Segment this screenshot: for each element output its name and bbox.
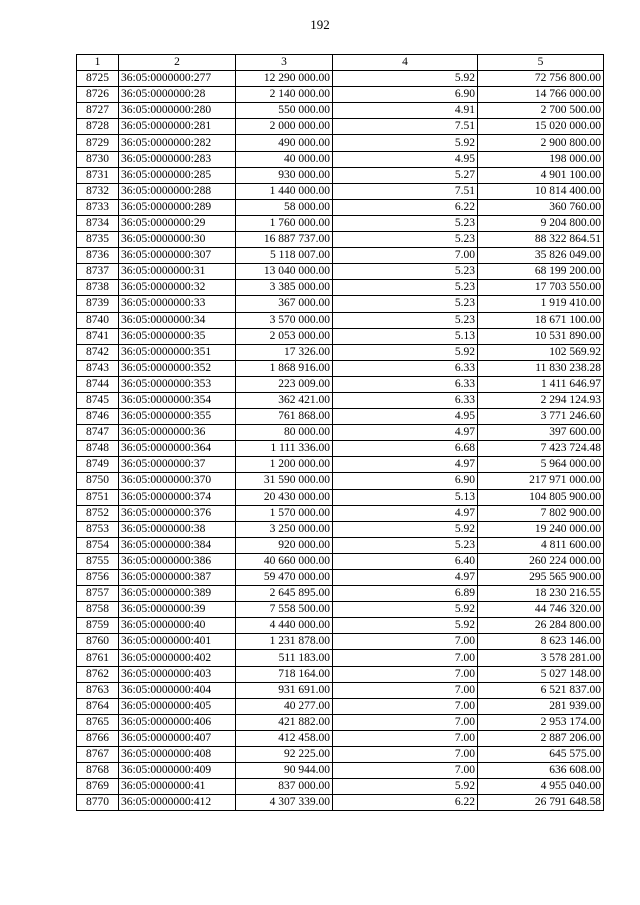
area-cell: 930 000.00 bbox=[236, 167, 333, 183]
table-row bbox=[77, 183, 604, 199]
area-cell: 1 760 000.00 bbox=[236, 215, 333, 231]
value-cell: 3 578 281.00 bbox=[478, 650, 604, 666]
cadastral-number-cell: 36:05:0000000:404 bbox=[119, 682, 236, 698]
cadastral-number-cell: 36:05:0000000:41 bbox=[119, 779, 236, 795]
area-cell: 920 000.00 bbox=[236, 537, 333, 553]
table-row bbox=[77, 505, 604, 521]
rate-cell: 4.97 bbox=[333, 425, 478, 441]
area-cell: 40 277.00 bbox=[236, 698, 333, 714]
area-cell: 12 290 000.00 bbox=[236, 71, 333, 87]
value-cell: 10 814 400.00 bbox=[478, 183, 604, 199]
row-number-cell: 8745 bbox=[77, 392, 119, 408]
value-cell: 68 199 200.00 bbox=[478, 264, 604, 280]
cadastral-number-cell: 36:05:0000000:285 bbox=[119, 167, 236, 183]
cadastral-number-cell: 36:05:0000000:30 bbox=[119, 232, 236, 248]
rate-cell: 5.23 bbox=[333, 280, 478, 296]
table-row bbox=[77, 457, 604, 473]
cadastral-number-cell: 36:05:0000000:282 bbox=[119, 135, 236, 151]
area-cell: 550 000.00 bbox=[236, 103, 333, 119]
table-row bbox=[77, 537, 604, 553]
value-cell: 4 811 600.00 bbox=[478, 537, 604, 553]
table-body bbox=[77, 71, 604, 811]
rate-cell: 5.92 bbox=[333, 344, 478, 360]
area-cell: 1 868 916.00 bbox=[236, 360, 333, 376]
cadastral-number-cell: 36:05:0000000:289 bbox=[119, 199, 236, 215]
cadastral-number-cell: 36:05:0000000:33 bbox=[119, 296, 236, 312]
area-cell: 2 000 000.00 bbox=[236, 119, 333, 135]
cadastral-number-cell: 36:05:0000000:352 bbox=[119, 360, 236, 376]
rate-cell: 7.00 bbox=[333, 747, 478, 763]
value-cell: 7 802 900.00 bbox=[478, 505, 604, 521]
area-cell: 13 040 000.00 bbox=[236, 264, 333, 280]
value-cell: 26 791 648.58 bbox=[478, 795, 604, 811]
area-cell: 7 558 500.00 bbox=[236, 602, 333, 618]
value-cell: 35 826 049.00 bbox=[478, 248, 604, 264]
cadastral-number-cell: 36:05:0000000:370 bbox=[119, 473, 236, 489]
area-cell: 3 385 000.00 bbox=[236, 280, 333, 296]
value-cell: 2 953 174.00 bbox=[478, 714, 604, 730]
rate-cell: 6.89 bbox=[333, 586, 478, 602]
row-number-cell: 8732 bbox=[77, 183, 119, 199]
cadastral-number-cell: 36:05:0000000:403 bbox=[119, 666, 236, 682]
cadastral-number-cell: 36:05:0000000:38 bbox=[119, 521, 236, 537]
rate-cell: 5.23 bbox=[333, 215, 478, 231]
row-number-cell: 8725 bbox=[77, 71, 119, 87]
table-row bbox=[77, 779, 604, 795]
cadastral-number-cell: 36:05:0000000:401 bbox=[119, 634, 236, 650]
area-cell: 2 645 895.00 bbox=[236, 586, 333, 602]
rate-cell: 7.00 bbox=[333, 730, 478, 746]
area-cell: 58 000.00 bbox=[236, 199, 333, 215]
value-cell: 645 575.00 bbox=[478, 747, 604, 763]
value-cell: 2 887 206.00 bbox=[478, 730, 604, 746]
rate-cell: 7.00 bbox=[333, 666, 478, 682]
table-row bbox=[77, 71, 604, 87]
area-cell: 90 944.00 bbox=[236, 763, 333, 779]
area-cell: 4 307 339.00 bbox=[236, 795, 333, 811]
table-row bbox=[77, 376, 604, 392]
table-row bbox=[77, 682, 604, 698]
rate-cell: 5.23 bbox=[333, 537, 478, 553]
value-cell: 217 971 000.00 bbox=[478, 473, 604, 489]
rate-cell: 6.33 bbox=[333, 376, 478, 392]
area-cell: 20 430 000.00 bbox=[236, 489, 333, 505]
cadastral-number-cell: 36:05:0000000:386 bbox=[119, 553, 236, 569]
table-row bbox=[77, 425, 604, 441]
cadastral-number-cell: 36:05:0000000:353 bbox=[119, 376, 236, 392]
row-number-cell: 8742 bbox=[77, 344, 119, 360]
value-cell: 397 600.00 bbox=[478, 425, 604, 441]
row-number-cell: 8767 bbox=[77, 747, 119, 763]
value-cell: 15 020 000.00 bbox=[478, 119, 604, 135]
area-cell: 761 868.00 bbox=[236, 409, 333, 425]
cadastral-number-cell: 36:05:0000000:412 bbox=[119, 795, 236, 811]
cadastral-number-cell: 36:05:0000000:29 bbox=[119, 215, 236, 231]
table-row bbox=[77, 650, 604, 666]
page-number: 192 bbox=[310, 17, 330, 32]
rate-cell: 5.92 bbox=[333, 779, 478, 795]
table-row bbox=[77, 103, 604, 119]
table-row bbox=[77, 215, 604, 231]
value-cell: 636 608.00 bbox=[478, 763, 604, 779]
table-row bbox=[77, 296, 604, 312]
rate-cell: 7.00 bbox=[333, 714, 478, 730]
row-number-cell: 8756 bbox=[77, 570, 119, 586]
value-cell: 44 746 320.00 bbox=[478, 602, 604, 618]
rate-cell: 5.23 bbox=[333, 312, 478, 328]
row-number-cell: 8736 bbox=[77, 248, 119, 264]
rate-cell: 5.23 bbox=[333, 232, 478, 248]
cadastral-number-cell: 36:05:0000000:288 bbox=[119, 183, 236, 199]
cadastral-number-cell: 36:05:0000000:406 bbox=[119, 714, 236, 730]
area-cell: 837 000.00 bbox=[236, 779, 333, 795]
row-number-cell: 8759 bbox=[77, 618, 119, 634]
row-number-cell: 8733 bbox=[77, 199, 119, 215]
row-number-cell: 8750 bbox=[77, 473, 119, 489]
cadastral-number-cell: 36:05:0000000:407 bbox=[119, 730, 236, 746]
value-cell: 104 805 900.00 bbox=[478, 489, 604, 505]
column-header-5: 5 bbox=[478, 55, 604, 71]
rate-cell: 6.22 bbox=[333, 795, 478, 811]
value-cell: 102 569.92 bbox=[478, 344, 604, 360]
value-cell: 3 771 246.60 bbox=[478, 409, 604, 425]
rate-cell: 7.51 bbox=[333, 183, 478, 199]
rate-cell: 7.00 bbox=[333, 248, 478, 264]
area-cell: 1 231 878.00 bbox=[236, 634, 333, 650]
value-cell: 9 204 800.00 bbox=[478, 215, 604, 231]
table-row bbox=[77, 666, 604, 682]
table-row bbox=[77, 119, 604, 135]
table-row bbox=[77, 521, 604, 537]
area-cell: 4 440 000.00 bbox=[236, 618, 333, 634]
row-number-cell: 8765 bbox=[77, 714, 119, 730]
row-number-cell: 8754 bbox=[77, 537, 119, 553]
table-row bbox=[77, 392, 604, 408]
value-cell: 18 671 100.00 bbox=[478, 312, 604, 328]
value-cell: 1 411 646.97 bbox=[478, 376, 604, 392]
table-row bbox=[77, 87, 604, 103]
row-number-cell: 8761 bbox=[77, 650, 119, 666]
value-cell: 2 700 500.00 bbox=[478, 103, 604, 119]
table-row bbox=[77, 328, 604, 344]
row-number-cell: 8770 bbox=[77, 795, 119, 811]
area-cell: 2 053 000.00 bbox=[236, 328, 333, 344]
rate-cell: 5.92 bbox=[333, 135, 478, 151]
rate-cell: 6.33 bbox=[333, 360, 478, 376]
row-number-cell: 8740 bbox=[77, 312, 119, 328]
row-number-cell: 8762 bbox=[77, 666, 119, 682]
rate-cell: 5.92 bbox=[333, 71, 478, 87]
table-row bbox=[77, 248, 604, 264]
rate-cell: 4.97 bbox=[333, 570, 478, 586]
area-cell: 16 887 737.00 bbox=[236, 232, 333, 248]
area-cell: 92 225.00 bbox=[236, 747, 333, 763]
area-cell: 40 000.00 bbox=[236, 151, 333, 167]
cadastral-number-cell: 36:05:0000000:374 bbox=[119, 489, 236, 505]
cadastral-number-cell: 36:05:0000000:384 bbox=[119, 537, 236, 553]
cadastral-table bbox=[76, 54, 604, 811]
area-cell: 718 164.00 bbox=[236, 666, 333, 682]
rate-cell: 6.33 bbox=[333, 392, 478, 408]
row-number-cell: 8758 bbox=[77, 602, 119, 618]
table-row bbox=[77, 135, 604, 151]
area-cell: 3 250 000.00 bbox=[236, 521, 333, 537]
value-cell: 72 756 800.00 bbox=[478, 71, 604, 87]
table-row bbox=[77, 409, 604, 425]
value-cell: 260 224 000.00 bbox=[478, 553, 604, 569]
table-row bbox=[77, 264, 604, 280]
value-cell: 281 939.00 bbox=[478, 698, 604, 714]
table-row bbox=[77, 280, 604, 296]
table-row bbox=[77, 441, 604, 457]
row-number-cell: 8735 bbox=[77, 232, 119, 248]
cadastral-number-cell: 36:05:0000000:28 bbox=[119, 87, 236, 103]
row-number-cell: 8755 bbox=[77, 553, 119, 569]
rate-cell: 6.22 bbox=[333, 199, 478, 215]
table-row bbox=[77, 473, 604, 489]
table-row bbox=[77, 602, 604, 618]
row-number-cell: 8751 bbox=[77, 489, 119, 505]
row-number-cell: 8734 bbox=[77, 215, 119, 231]
value-cell: 26 284 800.00 bbox=[478, 618, 604, 634]
row-number-cell: 8752 bbox=[77, 505, 119, 521]
value-cell: 18 230 216.55 bbox=[478, 586, 604, 602]
area-cell: 931 691.00 bbox=[236, 682, 333, 698]
value-cell: 14 766 000.00 bbox=[478, 87, 604, 103]
rate-cell: 5.13 bbox=[333, 328, 478, 344]
rate-cell: 6.40 bbox=[333, 553, 478, 569]
value-cell: 7 423 724.48 bbox=[478, 441, 604, 457]
area-cell: 367 000.00 bbox=[236, 296, 333, 312]
value-cell: 17 703 550.00 bbox=[478, 280, 604, 296]
cadastral-number-cell: 36:05:0000000:32 bbox=[119, 280, 236, 296]
cadastral-number-cell: 36:05:0000000:351 bbox=[119, 344, 236, 360]
cadastral-number-cell: 36:05:0000000:280 bbox=[119, 103, 236, 119]
cadastral-number-cell: 36:05:0000000:408 bbox=[119, 747, 236, 763]
table-row bbox=[77, 167, 604, 183]
value-cell: 2 294 124.93 bbox=[478, 392, 604, 408]
row-number-cell: 8728 bbox=[77, 119, 119, 135]
value-cell: 11 830 238.28 bbox=[478, 360, 604, 376]
cadastral-number-cell: 36:05:0000000:40 bbox=[119, 618, 236, 634]
row-number-cell: 8729 bbox=[77, 135, 119, 151]
table-row bbox=[77, 698, 604, 714]
cadastral-number-cell: 36:05:0000000:387 bbox=[119, 570, 236, 586]
column-header-1: 1 bbox=[77, 55, 119, 71]
rate-cell: 5.92 bbox=[333, 521, 478, 537]
rate-cell: 7.00 bbox=[333, 682, 478, 698]
area-cell: 1 570 000.00 bbox=[236, 505, 333, 521]
table-row bbox=[77, 795, 604, 811]
table-row bbox=[77, 586, 604, 602]
table-row bbox=[77, 489, 604, 505]
rate-cell: 4.97 bbox=[333, 505, 478, 521]
area-cell: 3 570 000.00 bbox=[236, 312, 333, 328]
area-cell: 223 009.00 bbox=[236, 376, 333, 392]
row-number-cell: 8757 bbox=[77, 586, 119, 602]
row-number-cell: 8738 bbox=[77, 280, 119, 296]
row-number-cell: 8768 bbox=[77, 763, 119, 779]
value-cell: 8 623 146.00 bbox=[478, 634, 604, 650]
value-cell: 4 901 100.00 bbox=[478, 167, 604, 183]
rate-cell: 5.13 bbox=[333, 489, 478, 505]
row-number-cell: 8748 bbox=[77, 441, 119, 457]
area-cell: 80 000.00 bbox=[236, 425, 333, 441]
area-cell: 412 458.00 bbox=[236, 730, 333, 746]
cadastral-number-cell: 36:05:0000000:35 bbox=[119, 328, 236, 344]
value-cell: 4 955 040.00 bbox=[478, 779, 604, 795]
rate-cell: 7.00 bbox=[333, 698, 478, 714]
table-row bbox=[77, 714, 604, 730]
row-number-cell: 8747 bbox=[77, 425, 119, 441]
value-cell: 1 919 410.00 bbox=[478, 296, 604, 312]
cadastral-number-cell: 36:05:0000000:34 bbox=[119, 312, 236, 328]
row-number-cell: 8760 bbox=[77, 634, 119, 650]
rate-cell: 6.90 bbox=[333, 87, 478, 103]
column-header-4: 4 bbox=[333, 55, 478, 71]
row-number-cell: 8746 bbox=[77, 409, 119, 425]
rate-cell: 5.23 bbox=[333, 296, 478, 312]
rate-cell: 7.51 bbox=[333, 119, 478, 135]
area-cell: 1 200 000.00 bbox=[236, 457, 333, 473]
value-cell: 198 000.00 bbox=[478, 151, 604, 167]
rate-cell: 6.68 bbox=[333, 441, 478, 457]
cadastral-number-cell: 36:05:0000000:277 bbox=[119, 71, 236, 87]
value-cell: 360 760.00 bbox=[478, 199, 604, 215]
cadastral-number-cell: 36:05:0000000:36 bbox=[119, 425, 236, 441]
rate-cell: 6.90 bbox=[333, 473, 478, 489]
rate-cell: 4.95 bbox=[333, 151, 478, 167]
rate-cell: 5.27 bbox=[333, 167, 478, 183]
cadastral-number-cell: 36:05:0000000:402 bbox=[119, 650, 236, 666]
rate-cell: 7.00 bbox=[333, 650, 478, 666]
row-number-cell: 8744 bbox=[77, 376, 119, 392]
table-row bbox=[77, 763, 604, 779]
rate-cell: 7.00 bbox=[333, 634, 478, 650]
value-cell: 295 565 900.00 bbox=[478, 570, 604, 586]
cadastral-number-cell: 36:05:0000000:283 bbox=[119, 151, 236, 167]
value-cell: 5 027 148.00 bbox=[478, 666, 604, 682]
area-cell: 31 590 000.00 bbox=[236, 473, 333, 489]
table-row bbox=[77, 730, 604, 746]
rate-cell: 5.23 bbox=[333, 264, 478, 280]
cadastral-number-cell: 36:05:0000000:37 bbox=[119, 457, 236, 473]
rate-cell: 4.97 bbox=[333, 457, 478, 473]
value-cell: 5 964 000.00 bbox=[478, 457, 604, 473]
cadastral-number-cell: 36:05:0000000:354 bbox=[119, 392, 236, 408]
area-cell: 511 183.00 bbox=[236, 650, 333, 666]
rate-cell: 7.00 bbox=[333, 763, 478, 779]
cadastral-number-cell: 36:05:0000000:409 bbox=[119, 763, 236, 779]
row-number-cell: 8764 bbox=[77, 698, 119, 714]
table-row bbox=[77, 360, 604, 376]
area-cell: 490 000.00 bbox=[236, 135, 333, 151]
table-row bbox=[77, 199, 604, 215]
value-cell: 6 521 837.00 bbox=[478, 682, 604, 698]
value-cell: 19 240 000.00 bbox=[478, 521, 604, 537]
row-number-cell: 8743 bbox=[77, 360, 119, 376]
rate-cell: 4.95 bbox=[333, 409, 478, 425]
table-row bbox=[77, 618, 604, 634]
row-number-cell: 8753 bbox=[77, 521, 119, 537]
area-cell: 362 421.00 bbox=[236, 392, 333, 408]
area-cell: 1 440 000.00 bbox=[236, 183, 333, 199]
area-cell: 59 470 000.00 bbox=[236, 570, 333, 586]
area-cell: 5 118 007.00 bbox=[236, 248, 333, 264]
row-number-cell: 8749 bbox=[77, 457, 119, 473]
value-cell: 88 322 864.51 bbox=[478, 232, 604, 248]
area-cell: 2 140 000.00 bbox=[236, 87, 333, 103]
row-number-cell: 8766 bbox=[77, 730, 119, 746]
cadastral-number-cell: 36:05:0000000:364 bbox=[119, 441, 236, 457]
row-number-cell: 8727 bbox=[77, 103, 119, 119]
cadastral-number-cell: 36:05:0000000:39 bbox=[119, 602, 236, 618]
cadastral-number-cell: 36:05:0000000:31 bbox=[119, 264, 236, 280]
table-row bbox=[77, 553, 604, 569]
column-header-3: 3 bbox=[236, 55, 333, 71]
cadastral-number-cell: 36:05:0000000:376 bbox=[119, 505, 236, 521]
row-number-cell: 8737 bbox=[77, 264, 119, 280]
table-row bbox=[77, 151, 604, 167]
area-cell: 40 660 000.00 bbox=[236, 553, 333, 569]
table-row bbox=[77, 634, 604, 650]
table-row bbox=[77, 312, 604, 328]
column-header-2: 2 bbox=[119, 55, 236, 71]
table-row bbox=[77, 232, 604, 248]
row-number-cell: 8731 bbox=[77, 167, 119, 183]
area-cell: 17 326.00 bbox=[236, 344, 333, 360]
row-number-cell: 8739 bbox=[77, 296, 119, 312]
cadastral-number-cell: 36:05:0000000:355 bbox=[119, 409, 236, 425]
rate-cell: 5.92 bbox=[333, 602, 478, 618]
area-cell: 1 111 336.00 bbox=[236, 441, 333, 457]
table-row bbox=[77, 344, 604, 360]
rate-cell: 5.92 bbox=[333, 618, 478, 634]
cadastral-number-cell: 36:05:0000000:389 bbox=[119, 586, 236, 602]
value-cell: 10 531 890.00 bbox=[478, 328, 604, 344]
table-header-row bbox=[77, 55, 604, 71]
value-cell: 2 900 800.00 bbox=[478, 135, 604, 151]
row-number-cell: 8730 bbox=[77, 151, 119, 167]
row-number-cell: 8763 bbox=[77, 682, 119, 698]
row-number-cell: 8769 bbox=[77, 779, 119, 795]
area-cell: 421 882.00 bbox=[236, 714, 333, 730]
rate-cell: 4.91 bbox=[333, 103, 478, 119]
cadastral-number-cell: 36:05:0000000:307 bbox=[119, 248, 236, 264]
table-row bbox=[77, 570, 604, 586]
row-number-cell: 8741 bbox=[77, 328, 119, 344]
row-number-cell: 8726 bbox=[77, 87, 119, 103]
table-row bbox=[77, 747, 604, 763]
cadastral-number-cell: 36:05:0000000:281 bbox=[119, 119, 236, 135]
cadastral-number-cell: 36:05:0000000:405 bbox=[119, 698, 236, 714]
